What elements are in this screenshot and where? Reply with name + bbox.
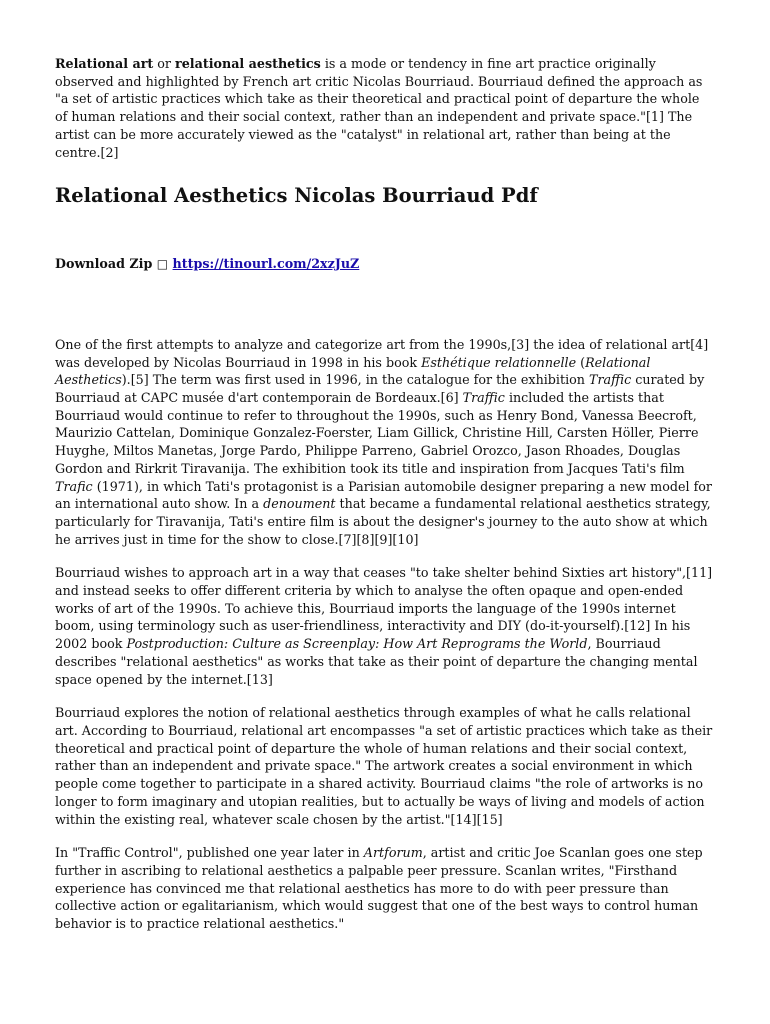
p1-text-e: ).[5] The term was first used in 1996, in the catalogue for the exhibition [121,372,589,388]
exhibition-title: Traffic [589,372,632,388]
paragraph-traffic-control [55,844,715,933]
p1-text-a: One of the first attempts to analyze and categorize art from the 1990s,[3] the idea of relational art[4] was developed by Nicolas Bourriaud in 1998 in his book [55,336,709,370]
p2-text-a: Bourriaud wishes to approach art in a way that ceases "to take shelter behind Sixties art history",[11] and instead seeks to offer different criteria by which to analyse the often opaque and open-ended works of art of the 1990s. To achieve this, Bourriaud imports the language of the 1990s internet boom, using terminology such as user-friendliness, interactivity and DIY (do-it-yourself).[12] In his 2002 book [55,565,713,652]
paragraph-notion: Bourriaud explores the notion of relational aesthetics through examples of what he calls relational art. According to Bourriaud, relational art encompasses "a set of artistic practices which take as their theoretical and practical point of departure the whole of human relations and their social context, rather than an independent and private space." The artwork creates a social environment in which people come together to participate in a shared activity. Bourriaud claims "the role of artworks is no longer to form imaginary and utopian realities, but to actually be ways of living and models of action within the existing real, whatever scale chosen by the artist."[14][15] [55,705,713,827]
denoument-word: denoument [263,496,336,512]
p4-text-c: , artist and critic Joe Scanlan goes one step further in ascribing to relational aesthetics a palpable peer pressure. Scanlan writes, "Firsthand experience has convinced me that relational aesthetics has more to do with peer pressure than collective action or egalitarianism, which would suggest that one of the best ways to control human behavior is to practice relational aesthetics." [55,845,703,932]
artforum-title: Artforum [363,845,423,861]
p2-text-c: , Bourriaud describes "relational aesthetics" as works that take as their point of departure the changing mental space opened by the internet.[13] [55,636,698,687]
intro-paragraph [55,55,715,161]
article-body [55,55,715,949]
paragraph-origins [55,336,715,548]
exhibition-title-2: Traffic [462,390,505,406]
p1-text-g: curated by Bourriaud at CAPC musée d'art contemporain de Bordeaux.[6] [55,372,705,406]
download-line [55,255,715,274]
p4-text-a: In "Traffic Control", published one year later in [55,845,364,861]
p1-text-m: that became a fundamental relational aesthetics strategy, particularly for Tiravanija, Tati's entire film is about the designer's journey to the auto show at which he arrives just in time for the show to close.[7][8][9][10] [55,496,711,547]
paragraph-approach [55,564,715,688]
p1-text-c: ( [576,354,586,370]
p1-text-i: included the artists that Bourriaud would continue to refer to throughout the 1990s, such as Henry Bond, Vanessa Beecroft, Maurizio Cattelan, Dominique Gonzalez-Foerster, Liam Gillick, Christine Hill, Carsten Höller, Pierre Huyghe, Miltos Manetas, Jorge Pardo, Philippe Parreno, Gabriel Orozco, Jason Rhoades, Douglas Gordon and Rirkrit Tiravanija. The exhibition took its title and inspiration from Jacques Tati's film [55,390,699,476]
postproduction-title: Postproduction: Culture as Screenplay: How Art Reprograms the World [126,636,588,652]
download-label: Download Zip [55,256,153,272]
p1-text-k: (1971), in which Tati's protagonist is a Parisian automobile designer preparing a new model for an international auto show. In a [55,478,712,512]
page-title: Relational Aesthetics Nicolas Bourriaud Pdf [55,184,538,208]
intro-text: is a mode or tendency in fine art practice originally observed and highlighted by French art critic Nicolas Bourriaud. Bourriaud defined the approach as "a set of artistic practices which take as their theoretical and practical point of departure the whole of human relations and their social context, rather than an independent and private space."[1] The artist can be more accurately viewed as the "catalyst" in relational art, rather than being at the centre.[2] [55,56,703,160]
download-link[interactable]: https://tinourl.com/2xzJuZ [172,256,360,272]
box-glyph-icon: □ [156,257,169,272]
term-relational-aesthetics: relational aesthetics [175,56,321,71]
film-title: Trafic [55,478,93,494]
term-relational-art: Relational art [55,56,154,71]
book-title-fr: Esthétique relationnelle [421,354,577,370]
intro-or: or [153,56,176,71]
book-title-en: Relational Aesthetics [55,354,651,388]
